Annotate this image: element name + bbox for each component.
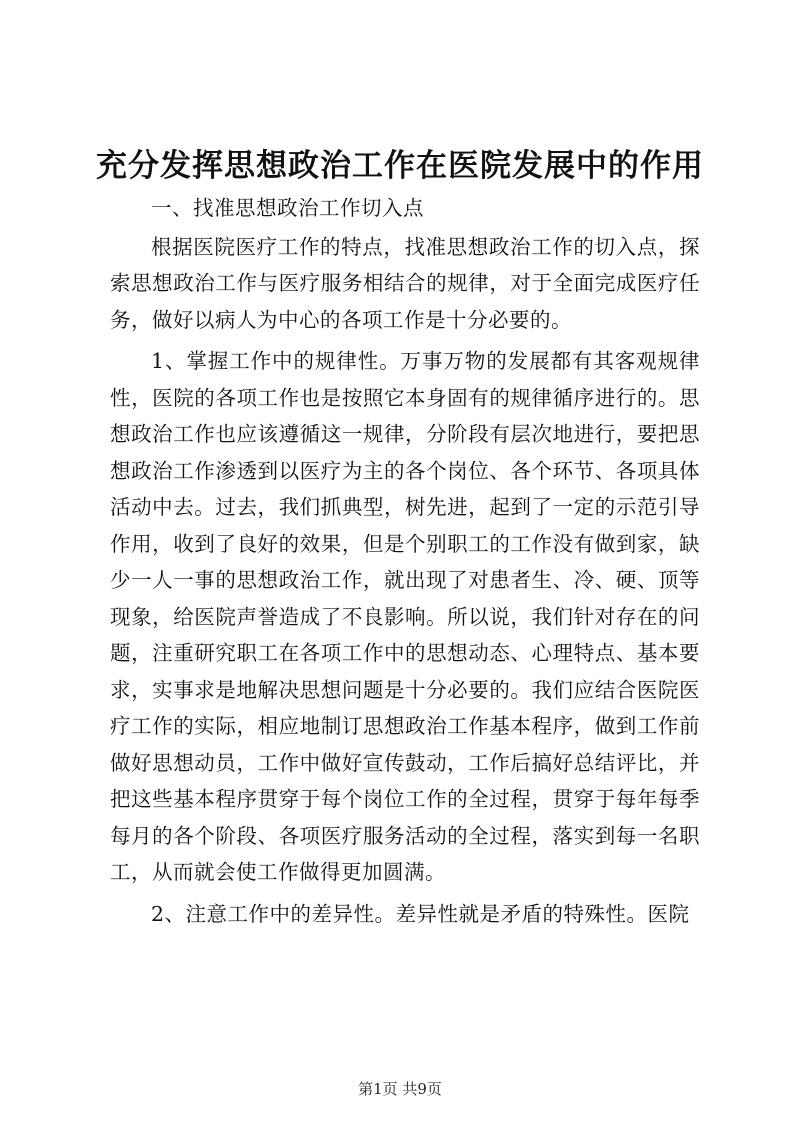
- paragraph-intro: 根据医院医疗工作的特点，找准思想政治工作的切入点，探索思想政治工作与医疗服务相结合的规律，对于全面完成医疗任务，做好以病人为中心的各项工作是十分必要的。: [110, 234, 700, 332]
- document-body: [110, 190, 700, 932]
- document-title: 充分发挥思想政治工作在医院发展中的作用: [96, 148, 704, 184]
- paragraph-point-1: 1、掌握工作中的规律性。万事万物的发展都有其客观规律性，医院的各项工作也是按照它本身固有的规律循序进行的。思想政治工作也应该遵循这一规律，分阶段有层次地进行，要把思想政治工作渗透到以医疗为主的各个岗位、各个环节、各项具体活动中去。过去，我们抓典型，树先进，起到了一定的示范引导作用，收到了良好的效果，但是个别职工的工作没有做到家，缺少一人一事的思想政治工作，就出现了对患者生、冷、硬、顶等现象，给医院声誉造成了不良影响。所以说，我们针对存在的问题，注重研究职工在各项工作中的思想动态、心理特点、基本要求，实事求是地解决思想问题是十分必要的。我们应结合医院医疗工作的实际，相应地制订思想政治工作基本程序，做到工作前做好思想动员，工作中做好宣传鼓动，工作后搞好总结评比，并把这些基本程序贯穿于每个岗位工作的全过程，贯穿于每年每季每月的各个阶段、各项医疗服务活动的全过程，落实到每一名职工，从而就会使工作做得更加圆满。: [110, 349, 700, 884]
- paragraph-point-2: 2、注意工作中的差异性。差异性就是矛盾的特殊性。医院: [151, 901, 690, 926]
- section-heading: 一、找准思想政治工作切入点: [151, 196, 424, 220]
- page-number-footer: 第1页 共9页: [358, 1080, 442, 1098]
